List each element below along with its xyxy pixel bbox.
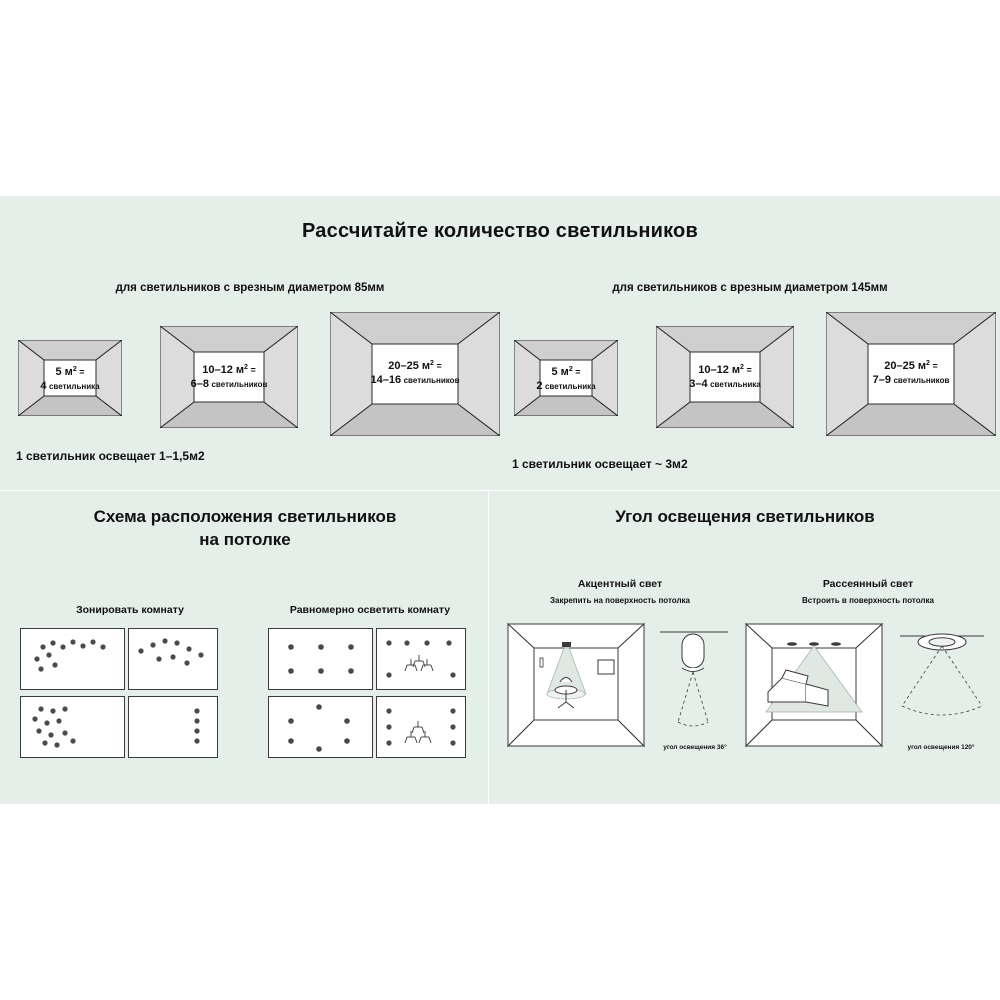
room-count-d85-small: 4 xyxy=(40,379,47,392)
even-tile-4 xyxy=(376,696,466,758)
zoning-tile-3 xyxy=(20,696,125,758)
accent-subtitle: Закрепить на поверхность потолка xyxy=(550,596,690,605)
room-count-d145-medium: 3–4 xyxy=(689,377,708,390)
room-count-d145-large: 7–9 xyxy=(872,373,891,386)
room-unit-d85-small: светильника xyxy=(48,381,100,391)
room-count-d85-medium: 6–8 xyxy=(190,377,209,390)
room-label-d85-large xyxy=(330,360,500,388)
room-label-d85-medium xyxy=(160,364,298,392)
layout-title-line1: Схема расположения светильников xyxy=(93,507,397,526)
room-d145-large xyxy=(826,312,996,436)
room-area-sup: 2 xyxy=(926,360,930,367)
room-d85-large xyxy=(330,312,500,436)
room-d145-medium xyxy=(656,326,794,428)
accent-room-scene xyxy=(506,620,646,750)
room-d85-small xyxy=(18,340,122,416)
diffuse-title: Рассеянный свет xyxy=(822,578,914,590)
zoning-tile-1 xyxy=(20,628,125,690)
layout-col2-heading: Равномерно осветить комнату xyxy=(289,604,451,616)
diffuse-angle-caption: угол освещения 120° xyxy=(907,744,975,751)
vertical-divider xyxy=(488,490,489,804)
room-unit-d85-medium: светильников xyxy=(211,379,268,389)
room-label-d145-small xyxy=(514,366,618,394)
room-area-d145-small: 5 м xyxy=(551,366,569,378)
diffuse-subtitle: Встроить в поверхность потолка xyxy=(802,596,934,605)
page-title: Рассчитайте количество светильников xyxy=(302,220,698,242)
room-label-d85-small xyxy=(18,366,122,394)
room-area-sup: 2 xyxy=(740,364,744,371)
footnote-d85: 1 светильник освещает 1–1,5м2 xyxy=(16,449,205,463)
eq: = xyxy=(575,367,581,377)
accent-lamp-diagram xyxy=(654,626,734,746)
footnote-d145: 1 светильник освещает ~ 3м2 xyxy=(512,457,688,471)
room-unit-d145-small: светильника xyxy=(544,381,596,391)
room-area-d85-medium: 10–12 м xyxy=(202,364,245,376)
zoning-tile-4 xyxy=(128,696,218,758)
eq: = xyxy=(746,365,752,375)
room-unit-d145-large: светильников xyxy=(893,375,950,385)
room-d145-small xyxy=(514,340,618,416)
angle-block-title: Угол освещения светильников xyxy=(615,507,875,526)
diffuse-room-scene xyxy=(744,620,884,750)
layout-title-line2: на потолке xyxy=(199,529,291,549)
room-area-d145-medium: 10–12 м xyxy=(698,364,741,376)
zoning-tile-2 xyxy=(128,628,218,690)
even-tile-3 xyxy=(268,696,373,758)
layout-col1-heading: Зонировать комнату xyxy=(76,604,184,616)
room-unit-d85-large: светильников xyxy=(403,375,460,385)
room-area-sup: 2 xyxy=(430,360,434,367)
room-count-d145-small: 2 xyxy=(536,379,543,392)
eq: = xyxy=(932,361,938,371)
eq: = xyxy=(79,367,85,377)
diffuse-lamp-diagram xyxy=(896,626,988,746)
horizontal-divider xyxy=(0,490,1000,491)
heading-d145: для светильников с врезным диаметром 145мм xyxy=(612,282,888,294)
even-tile-1 xyxy=(268,628,373,690)
room-diagrams-row xyxy=(0,308,1000,428)
room-area-d85-large: 20–25 м xyxy=(388,360,431,372)
accent-title: Акцентный свет xyxy=(577,578,663,590)
room-area-sup: 2 xyxy=(72,366,77,373)
room-count-d85-large: 14–16 xyxy=(370,373,402,386)
eq: = xyxy=(436,361,442,371)
room-label-d145-medium xyxy=(656,364,794,392)
room-unit-d145-medium: светильника xyxy=(710,379,761,389)
layout-block-title xyxy=(20,506,470,552)
accent-angle-caption: угол освещения 36° xyxy=(663,744,727,751)
room-d85-medium xyxy=(160,326,298,428)
even-tile-2 xyxy=(376,628,466,690)
room-area-d145-large: 20–25 м xyxy=(884,360,927,372)
room-label-d145-large xyxy=(826,360,996,388)
room-area-sup: 2 xyxy=(568,366,573,373)
infographic-panel xyxy=(0,196,1000,804)
eq: = xyxy=(250,365,256,375)
room-area-d85-small: 5 м xyxy=(55,366,73,378)
heading-d85: для светильников с врезным диаметром 85мм xyxy=(115,282,385,294)
section-headings xyxy=(0,282,1000,294)
room-area-sup: 2 xyxy=(244,364,248,371)
